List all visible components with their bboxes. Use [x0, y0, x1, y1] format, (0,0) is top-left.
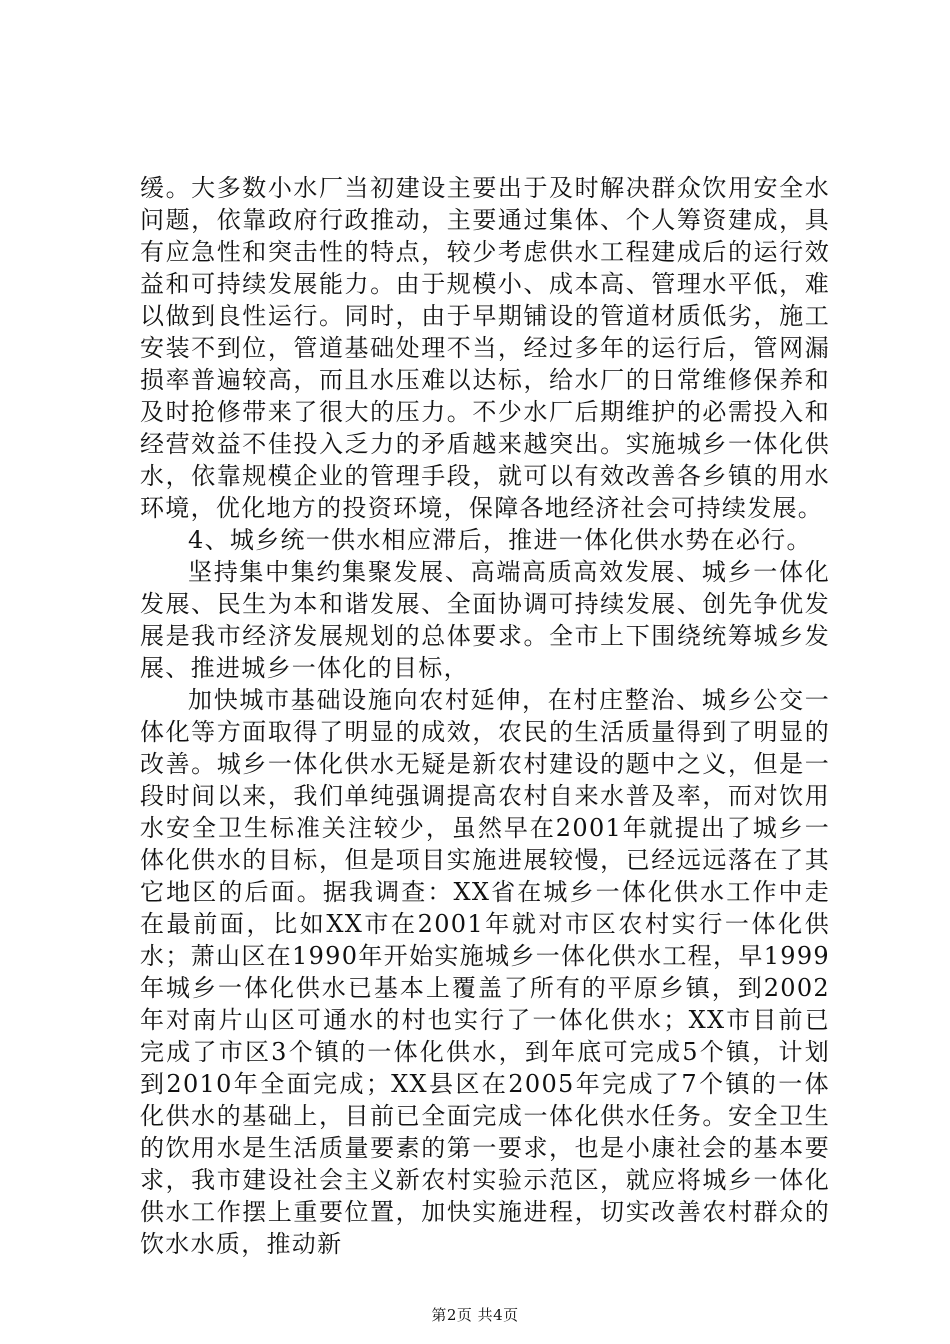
page-footer	[0, 1305, 950, 1325]
paragraph-infrastructure-extension: 加快城市基础设施向农村延伸，在村庄整治、城乡公交一体化等方面取得了明显的成效，农民的生活质量得到了明显的改善。城乡一体化供水无疑是新农村建设的题中之义，但是一段时间以来，我们单纯强调提高农村自来水普及率，而对饮用水安全卫生标准关注较少，虽然早在2001年就提出了城乡一体化供水的目标，但是项目实施进展较慢，已经远远落在了其它地区的后面。据我调查：XX省在城乡一体化供水工作中走在最前面，比如XX市在2001年就对市区农村实行一体化供水；萧山区在1990年开始实施城乡一体化供水工程，早1999年城乡一体化供水已基本上覆盖了所有的平原乡镇，到2002年对南片山区可通水的村也实行了一体化供水；XX市目前已完成了市区3个镇的一体化供水，到年底可完成5个镇，计划到2010年全面完成；XX县区在2005年完成了7个镇的一体化供水的基础上，目前已全面完成一体化供水任务。安全卫生的饮用水是生活质量要素的第一要求，也是小康社会的基本要求，我市建设社会主义新农村实验示范区，就应将城乡一体化供水工作摆上重要位置，加快实施进程，切实改善农村群众的饮水水质，推动新	[140, 686, 830, 1258]
document-body	[140, 172, 830, 1260]
paragraph-water-plant-issues: 缓。大多数小水厂当初建设主要出于及时解决群众饮用安全水问题，依靠政府行政推动，主要通过集体、个人筹资建成，具有应急性和突击性的特点，较少考虑供水工程建成后的运行效益和可持续发展能力。由于规模小、成本高、管理水平低，难以做到良性运行。同时，由于早期铺设的管道材质低劣，施工安装不到位，管道基础处理不当，经过多年的运行后，管网漏损率普遍较高，而且水压难以达标，给水厂的日常维修保养和及时抢修带来了很大的压力。不少水厂后期维护的必需投入和经营效益不佳投入乏力的矛盾越来越突出。实施城乡一体化供水，依靠规模企业的管理手段，就可以有效改善各乡镇的用水环境，优化地方的投资环境，保障各地经济社会可持续发展。	[140, 174, 830, 522]
paragraph-section-heading-4: 4、城乡统一供水相应滞后，推进一体化供水势在必行。	[188, 526, 812, 554]
paragraph-development-requirements: 坚持集中集约集聚发展、高端高质高效发展、城乡一体化发展、民生为本和谐发展、全面协调可持续发展、创先争优发展是我市经济发展规划的总体要求。全市上下围绕统筹城乡发展、推进城乡一体化的目标，	[140, 558, 830, 682]
page-number-label: 第2页 共4页	[431, 1306, 519, 1324]
